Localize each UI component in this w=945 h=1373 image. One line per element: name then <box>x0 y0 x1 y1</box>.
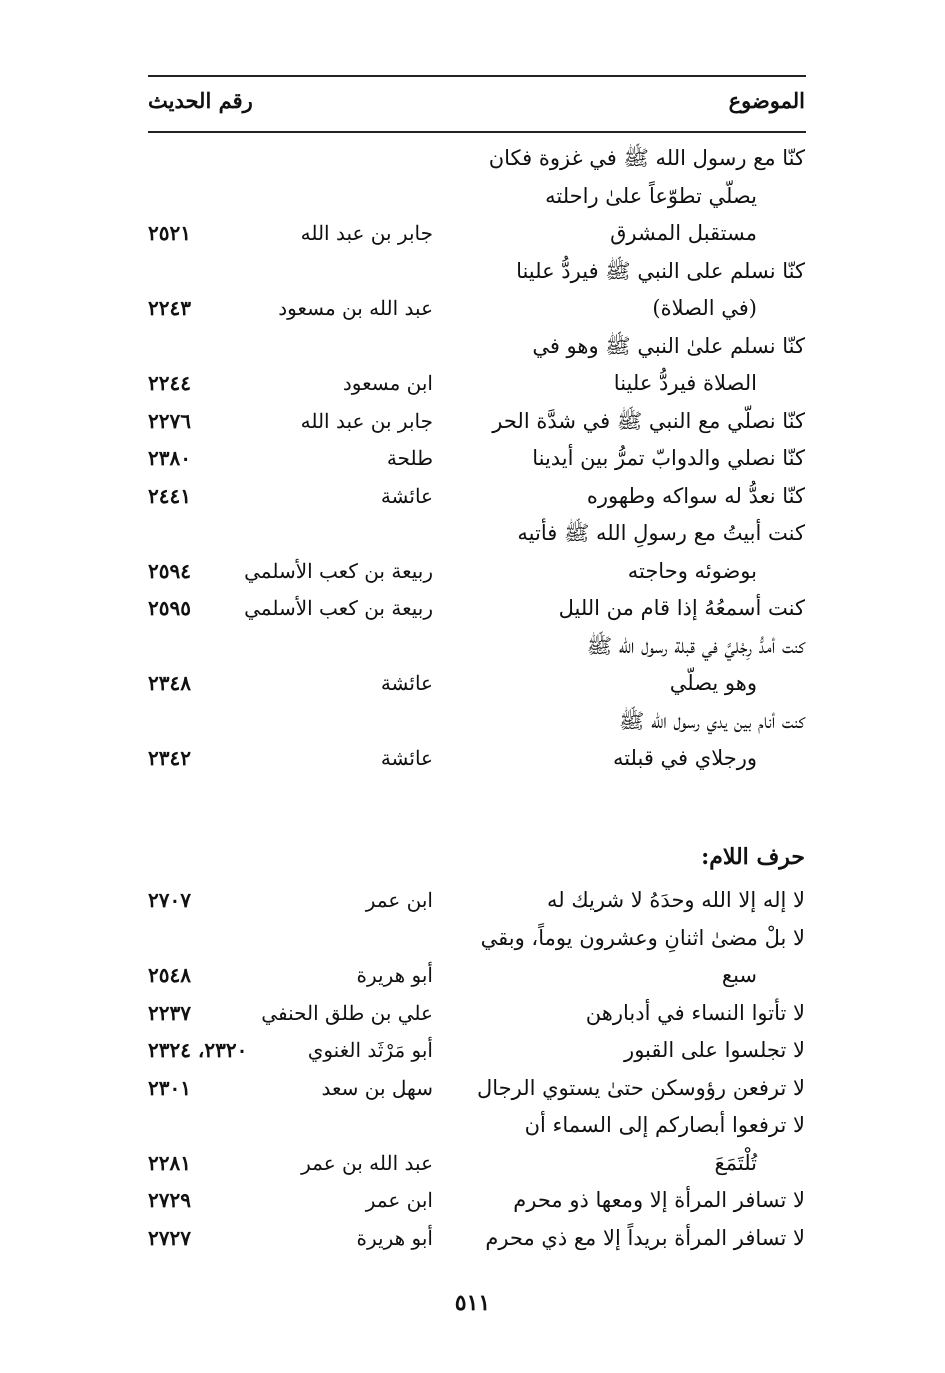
section-title: حرف اللام: <box>701 844 805 870</box>
topic-line: سبع <box>721 963 757 987</box>
row-number: ٢٢٤٣ <box>148 296 191 320</box>
topic-line: مستقبل المشرق <box>610 221 757 245</box>
row-number: ٢٥٢١ <box>148 221 191 245</box>
row-narrator: عائشة <box>380 483 433 508</box>
row-number: ٢٢٤٤ <box>148 371 191 395</box>
row-number: ٢٥٩٥ <box>148 596 191 620</box>
topic-line: كنّا نسلم علىٰ النبي ﷺ وهو في <box>532 333 805 358</box>
row-topic <box>473 478 805 516</box>
topic-line: كنت أمدُّ رِجْليَّ في قبلة رسول الله ﷺ <box>586 633 805 658</box>
row-topic <box>473 1182 805 1220</box>
topic-line: لا بلْ مضىٰ اثنانِ وعشرون يوماً، وبقي <box>480 925 805 950</box>
topic-line: لا تسافر المرأة إلا ومعها ذو محرم <box>513 1188 805 1212</box>
row-topic <box>473 882 805 920</box>
topic-line: لا ترفعوا أبصاركم إلى السماء أن <box>524 1113 805 1137</box>
row-narrator: ربيعة بن كعب الأسلمي <box>244 596 433 620</box>
row-topic <box>473 590 805 628</box>
row-topic <box>473 1032 805 1070</box>
row-topic <box>473 515 805 590</box>
topic-line: بوضوئه وحاجته <box>627 558 757 583</box>
topic-line: لا إله إلا الله وحدَهُ لا شريك له <box>547 888 805 912</box>
row-narrator: عبد الله بن عمر <box>301 1150 433 1175</box>
row-narrator: ربيعة بن كعب الأسلمي <box>244 558 433 583</box>
topic-line: الصلاة فيردُّ علينا <box>613 371 757 395</box>
row-topic <box>473 1107 805 1182</box>
row-topic <box>473 703 805 778</box>
header-topic: الموضوع <box>728 88 805 113</box>
topic-line: ورجلاي في قبلته <box>612 746 757 770</box>
row-narrator: جابر بن عبد الله <box>300 221 433 245</box>
row-number: ٢٢٧٦ <box>148 408 191 433</box>
row-narrator: سهل بن سعد <box>321 1075 433 1100</box>
row-narrator: عائشة <box>380 671 433 695</box>
row-number: ٢٣٨٠ <box>148 446 191 470</box>
row-number: ٢٧٠٧ <box>148 888 191 912</box>
row-narrator: أبو هريرة <box>356 1225 433 1250</box>
row-number: ٢٥٩٤ <box>148 558 191 583</box>
row-topic <box>473 140 805 253</box>
topic-line: وهو يصلّي <box>669 671 757 695</box>
topic-line: كنّا نعدُّ له سواكه وطهوره <box>586 483 805 508</box>
topic-line: لا ترفعن رؤوسكن حتىٰ يستوي الرجال <box>476 1075 805 1100</box>
topic-line: كنت أسمعُهُ إذا قام من الليل <box>558 596 805 620</box>
row-narrator: ابن عمر <box>365 1188 433 1212</box>
topic-line: (في الصلاة) <box>652 296 757 320</box>
topic-line: كنت أبيتُ مع رسولِ الله ﷺ فأتيه <box>517 521 805 545</box>
topic-line: لا تأتوا النساء في أدبارهن <box>585 1000 805 1025</box>
row-topic <box>473 253 805 328</box>
row-narrator: ابن مسعود <box>342 371 433 395</box>
row-number: ٢٢٣٧ <box>148 1000 191 1025</box>
row-topic <box>473 628 805 703</box>
row-topic <box>473 1070 805 1108</box>
row-number: ٢٧٢٩ <box>148 1188 191 1212</box>
topic-line: كنّا نصلي والدوابّ تمرُّ بين أيدينا <box>532 446 805 470</box>
row-topic <box>473 995 805 1033</box>
row-number: ٢٣٤٢ <box>148 746 191 770</box>
topic-line: تُلْتَمَعَ <box>714 1150 757 1175</box>
row-number: ٢٣٢٠، ٢٣٢٤ <box>148 1038 248 1062</box>
row-number: ٢٣٤٨ <box>148 671 191 695</box>
topic-line: يصلّي تطوّعاً علىٰ راحلته <box>545 183 757 208</box>
row-narrator: طلحة <box>386 446 433 470</box>
row-narrator: عبد الله بن مسعود <box>278 296 433 320</box>
row-number: ٢٢٨١ <box>148 1150 191 1175</box>
topic-line: كنّا مع رسول الله ﷺ في غزوة فكان <box>488 146 805 170</box>
topic-line: لا تسافر المرأة بريداً إلا مع ذي محرم <box>485 1225 805 1250</box>
topic-line: لا تجلسوا على القبور <box>624 1038 805 1062</box>
row-topic <box>473 440 805 478</box>
header-rule <box>148 131 806 133</box>
row-number: ٢٣٠١ <box>148 1075 191 1100</box>
topic-line: كنّا نسلم على النبي ﷺ فيردُّ علينا <box>516 258 805 283</box>
row-narrator: أبو هريرة <box>356 963 433 987</box>
row-topic <box>473 403 805 441</box>
row-number: ٢٤٤١ <box>148 483 191 508</box>
row-topic <box>473 920 805 995</box>
row-narrator: عائشة <box>380 746 433 770</box>
top-rule <box>148 75 806 77</box>
topic-line: كنت أنام بين يدي رسول الله ﷺ <box>618 708 805 733</box>
topic-line: كنّا نصلّي مع النبي ﷺ في شدَّة الحر <box>492 408 805 433</box>
row-narrator: جابر بن عبد الله <box>300 408 433 433</box>
row-narrator: أبو مَرْثَد الغنوي <box>307 1038 433 1062</box>
header-number: رقم الحديث <box>148 88 253 113</box>
row-number: ٢٧٢٧ <box>148 1225 191 1250</box>
row-narrator: علي بن طلق الحنفي <box>261 1000 433 1025</box>
row-narrator: ابن عمر <box>365 888 433 912</box>
page-number: ٥١١ <box>454 1290 491 1316</box>
row-topic <box>473 1220 805 1258</box>
row-topic <box>473 328 805 403</box>
row-number: ٢٥٤٨ <box>148 963 191 987</box>
